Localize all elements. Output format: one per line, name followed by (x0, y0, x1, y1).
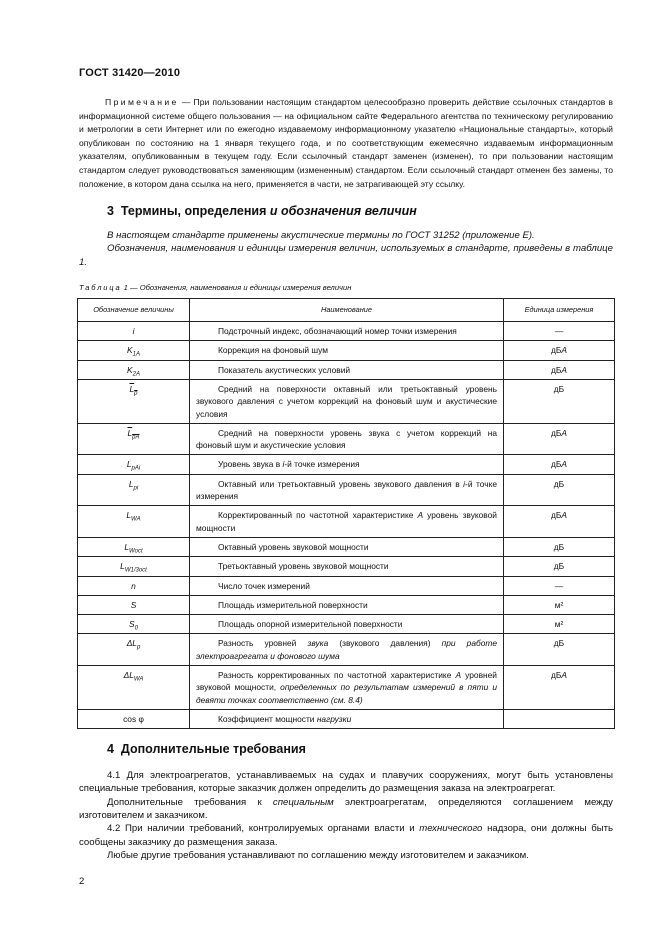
description-text: нагрузки (316, 713, 352, 724)
unit-cell: дБA (504, 341, 615, 360)
text: электроагрегатам, определяются соглашением между изготовителем и заказчиком. (79, 796, 613, 822)
symbol-cell (78, 576, 190, 595)
symbol-cell (78, 615, 190, 634)
description-text: Показатель акустических условий (218, 364, 351, 375)
unit-weighting: A (561, 427, 567, 438)
unit-cell (504, 709, 615, 728)
symbol-cell (78, 423, 190, 455)
symbol-base: L (124, 541, 129, 552)
symbol-subscript: p (134, 390, 138, 397)
description-cell (190, 576, 504, 595)
description-cell (190, 423, 504, 455)
symbol-subscript: p (136, 645, 141, 652)
description-text: A (417, 510, 424, 521)
description-text: Коррекция на фоновый шум (218, 345, 328, 356)
unit-weighting: A (561, 364, 567, 375)
table-row (78, 322, 615, 341)
description-text: Разность уровней (218, 638, 308, 649)
symbol-base: cos φ (123, 713, 144, 724)
description-cell (190, 595, 504, 614)
description-cell (190, 322, 504, 341)
symbol (126, 638, 141, 652)
symbol-subscript: pA (132, 434, 140, 441)
description-text: (звукового давления) (328, 638, 442, 649)
table-row (78, 379, 615, 423)
text: надзора, они должны быть сообщены заказчику до размещения заказа. (79, 823, 613, 848)
text: 4.2 При наличии требований, контролируемых органами власти и (107, 823, 420, 835)
symbol-subscript: WA (131, 516, 141, 523)
symbol-base: ΔL (126, 638, 137, 649)
table-row (78, 576, 615, 595)
symbol (133, 326, 135, 336)
symbol (123, 669, 144, 683)
symbol-base: i (132, 326, 135, 337)
description-text: i (282, 459, 285, 470)
description-text: Уровень звука в (218, 459, 283, 470)
section-number: 3 (107, 204, 114, 219)
unit-cell: дБ (504, 634, 615, 666)
symbol-cell (78, 537, 190, 556)
description-text: Октавный уровень звуковой мощности (218, 541, 369, 552)
description-text: Подстрочный индекс, обозначающий номер точки измерения (218, 326, 457, 337)
section-title: Дополнительные требования (120, 742, 306, 757)
column-header: Наименование (190, 299, 504, 322)
paragraph (79, 822, 613, 849)
symbol-cell (78, 360, 190, 379)
description-text: Площадь измерительной поверхности (218, 599, 368, 610)
description-text: Площадь опорной измерительной поверхности (218, 619, 403, 630)
description-text: Средний на поверхности уровень звука с учетом коррекций на фоновый шум и акустические условия (196, 427, 497, 451)
description-text: Средний на поверхности октавный или третьоктавный уровень звукового давления с учетом коррекций на фоновый шум и акустические условия (196, 383, 497, 419)
section-number: 4 (107, 742, 114, 757)
symbol-cell (78, 474, 190, 506)
note-paragraph (79, 96, 613, 191)
description-text: i (463, 478, 466, 489)
table-row (78, 341, 615, 360)
section-title-italic: и обозначения величин (269, 204, 417, 219)
description-cell (190, 455, 504, 474)
symbol-subscript: 2A (132, 371, 140, 378)
symbol (124, 541, 143, 555)
symbol (127, 427, 140, 441)
section-title: Термины, определения (120, 204, 270, 219)
table-header-row (78, 299, 615, 322)
description-cell (190, 379, 504, 423)
unit-weighting: A (561, 669, 567, 680)
unit-cell: дБA (504, 665, 615, 709)
description-text: Корректированный по частотной характеристике (218, 510, 418, 521)
note-label: Примечание (105, 97, 179, 107)
symbol (127, 345, 140, 359)
symbol-subscript: Woct (129, 548, 143, 555)
symbol-base: ΔL (123, 669, 134, 680)
description-cell (190, 474, 504, 506)
symbol-subscript: pi (133, 485, 139, 492)
symbol-base: L (129, 383, 135, 394)
symbol-cell (78, 455, 190, 474)
symbol-cell (78, 709, 190, 728)
description-cell (190, 537, 504, 556)
symbol-base: L (126, 459, 132, 470)
unit-cell: дБ (504, 474, 615, 506)
symbols-table (77, 298, 615, 729)
symbol (123, 714, 144, 724)
symbol-cell (78, 557, 190, 576)
description-cell (190, 557, 504, 576)
symbol-base: K (127, 364, 133, 375)
unit-weighting: A (561, 459, 567, 470)
unit-cell: дБ (504, 537, 615, 556)
unit-cell: м² (504, 595, 615, 614)
paragraph (79, 796, 613, 823)
document-header: ГОСТ 31420—2010 (79, 67, 181, 79)
symbol-cell (78, 341, 190, 360)
paragraph: 4.1 Для электроагрегатов, устанавливаемых на судах и плавучих сооружениях, могут быть установлены специальные требования, которые заказчик должен определить до размещения заказа на электроагрегат. (79, 770, 613, 795)
symbol-cell (78, 506, 190, 538)
unit-cell: дБA (504, 506, 615, 538)
table-row (78, 423, 615, 455)
unit-weighting: A (561, 345, 567, 356)
table-row (78, 506, 615, 538)
unit-cell: дБ (504, 557, 615, 576)
description-text: Разность корректированных по частотной характеристике (218, 669, 456, 680)
text-italic: технического (419, 823, 483, 835)
table-body (78, 322, 615, 729)
symbol-base: L (120, 561, 125, 572)
description-text: Число точек измерений (218, 580, 310, 591)
paragraph: Любые другие требования устанавливают по соглашению между изготовителем и заказчиком. (107, 849, 529, 861)
symbol-subscript: WA (133, 676, 144, 683)
symbol-base: L (128, 478, 134, 489)
table-row (78, 665, 615, 709)
page-number: 2 (79, 876, 85, 888)
paragraph: В настоящем стандарте применены акустические термины по ГОСТ 31252 (приложение Е). (107, 230, 535, 242)
symbol (120, 561, 147, 574)
symbol (129, 619, 138, 632)
table-row (78, 537, 615, 556)
unit-cell: м² (504, 615, 615, 634)
description-text: -й точке измерения (284, 459, 360, 470)
unit-cell: — (504, 322, 615, 341)
symbol-base: S (129, 619, 135, 630)
text-italic: специальным (272, 796, 334, 808)
symbol-cell (78, 322, 190, 341)
description-cell (190, 360, 504, 379)
symbol-subscript: pAi (131, 466, 141, 473)
symbol (126, 510, 141, 523)
symbol (126, 459, 141, 473)
symbol-cell (78, 379, 190, 423)
table-caption (79, 283, 613, 293)
description-cell (190, 341, 504, 360)
description-text: при работе электроагрегата и фонового шума (196, 638, 497, 661)
table-row (78, 709, 615, 728)
unit-cell: дБA (504, 423, 615, 455)
description-cell (190, 615, 504, 634)
column-header: Единица измерения (504, 299, 615, 322)
symbol (128, 478, 139, 492)
table-caption-text: 1 — Обозначения, наименования и единицы измерения величин (121, 283, 352, 293)
table-row (78, 634, 615, 666)
symbol-base: K (127, 345, 133, 356)
symbol-base: L (126, 510, 132, 521)
table-row (78, 557, 615, 576)
unit-cell: дБ (504, 379, 615, 423)
symbol (129, 383, 138, 397)
symbol-cell (78, 634, 190, 666)
table-caption-label: Таблица (79, 283, 122, 293)
symbol (131, 600, 137, 610)
section-4-heading (79, 741, 613, 757)
section-4-body (79, 769, 613, 862)
unit-cell: — (504, 576, 615, 595)
unit-cell: дБA (504, 360, 615, 379)
symbol-base: n (131, 580, 136, 591)
table-row (78, 360, 615, 379)
table-row (78, 474, 615, 506)
table-row (78, 595, 615, 614)
column-header: Обозначение величины (78, 299, 190, 322)
symbol-base: L (127, 427, 133, 438)
symbol (131, 581, 136, 591)
description-text: Третьоктавный уровень звуковой мощности (218, 561, 389, 572)
symbol-base: S (130, 599, 137, 610)
description-text: -й точке измерения (196, 478, 497, 502)
note-text: — При пользовании настоящим стандартом целесообразно проверить действие ссылочных стандартов в информационной системе общего пользования — на официальном сайте Федерального агентства по техническому регулированию и метрологии в сети Интернет или по ежегодно издаваемому информационному указателю «Национальные стандарты», который опубликован по состоянию на 1 января текущего года, и по соответствующим ежемесячно издаваемым информационным указателям, опубликованным в текущем году. Если ссылочный стандарт заменен (изменен), то при пользовании настоящим стандартом следует руководствоваться заменяющим (измененным) стандартом. Если ссылочный стандарт отменен без замены, то положение, в котором дана ссылка на него, применяется в части, не затрагивающей эту ссылку. (79, 97, 613, 189)
description-text: уровень звуковой мощности (196, 510, 497, 533)
unit-cell: дБA (504, 455, 615, 474)
description-text: A (455, 669, 462, 680)
description-cell (190, 634, 504, 666)
symbol (127, 364, 140, 378)
table-row (78, 455, 615, 474)
paragraph: Обозначения, наименования и единицы измерения величин, используемых в стандарте, приведены в таблице 1. (79, 243, 613, 268)
description-text: Октавный или третьоктавный уровень звукового давления в (218, 478, 464, 489)
table-row (78, 615, 615, 634)
unit-weighting: A (561, 510, 567, 521)
description-text: Коэффициент мощности (218, 713, 317, 724)
description-text: уровней звуковой мощности, (196, 669, 497, 693)
section-3-body (79, 229, 613, 269)
symbol-subscript: 1A (132, 352, 140, 359)
symbol-subscript: 0 (134, 625, 138, 632)
symbol-cell (78, 665, 190, 709)
section-3-heading (79, 203, 613, 219)
text: Дополнительные требования к (107, 796, 273, 808)
description-text: звука (307, 638, 329, 649)
description-cell (190, 709, 504, 728)
description-cell (190, 506, 504, 538)
description-cell (190, 665, 504, 709)
symbol-subscript: W1/3oct (124, 567, 147, 574)
symbol-cell (78, 595, 190, 614)
description-text: определенных по результатам измерений в пяти и девяти точках соответственно (см. 8.4) (196, 682, 497, 705)
